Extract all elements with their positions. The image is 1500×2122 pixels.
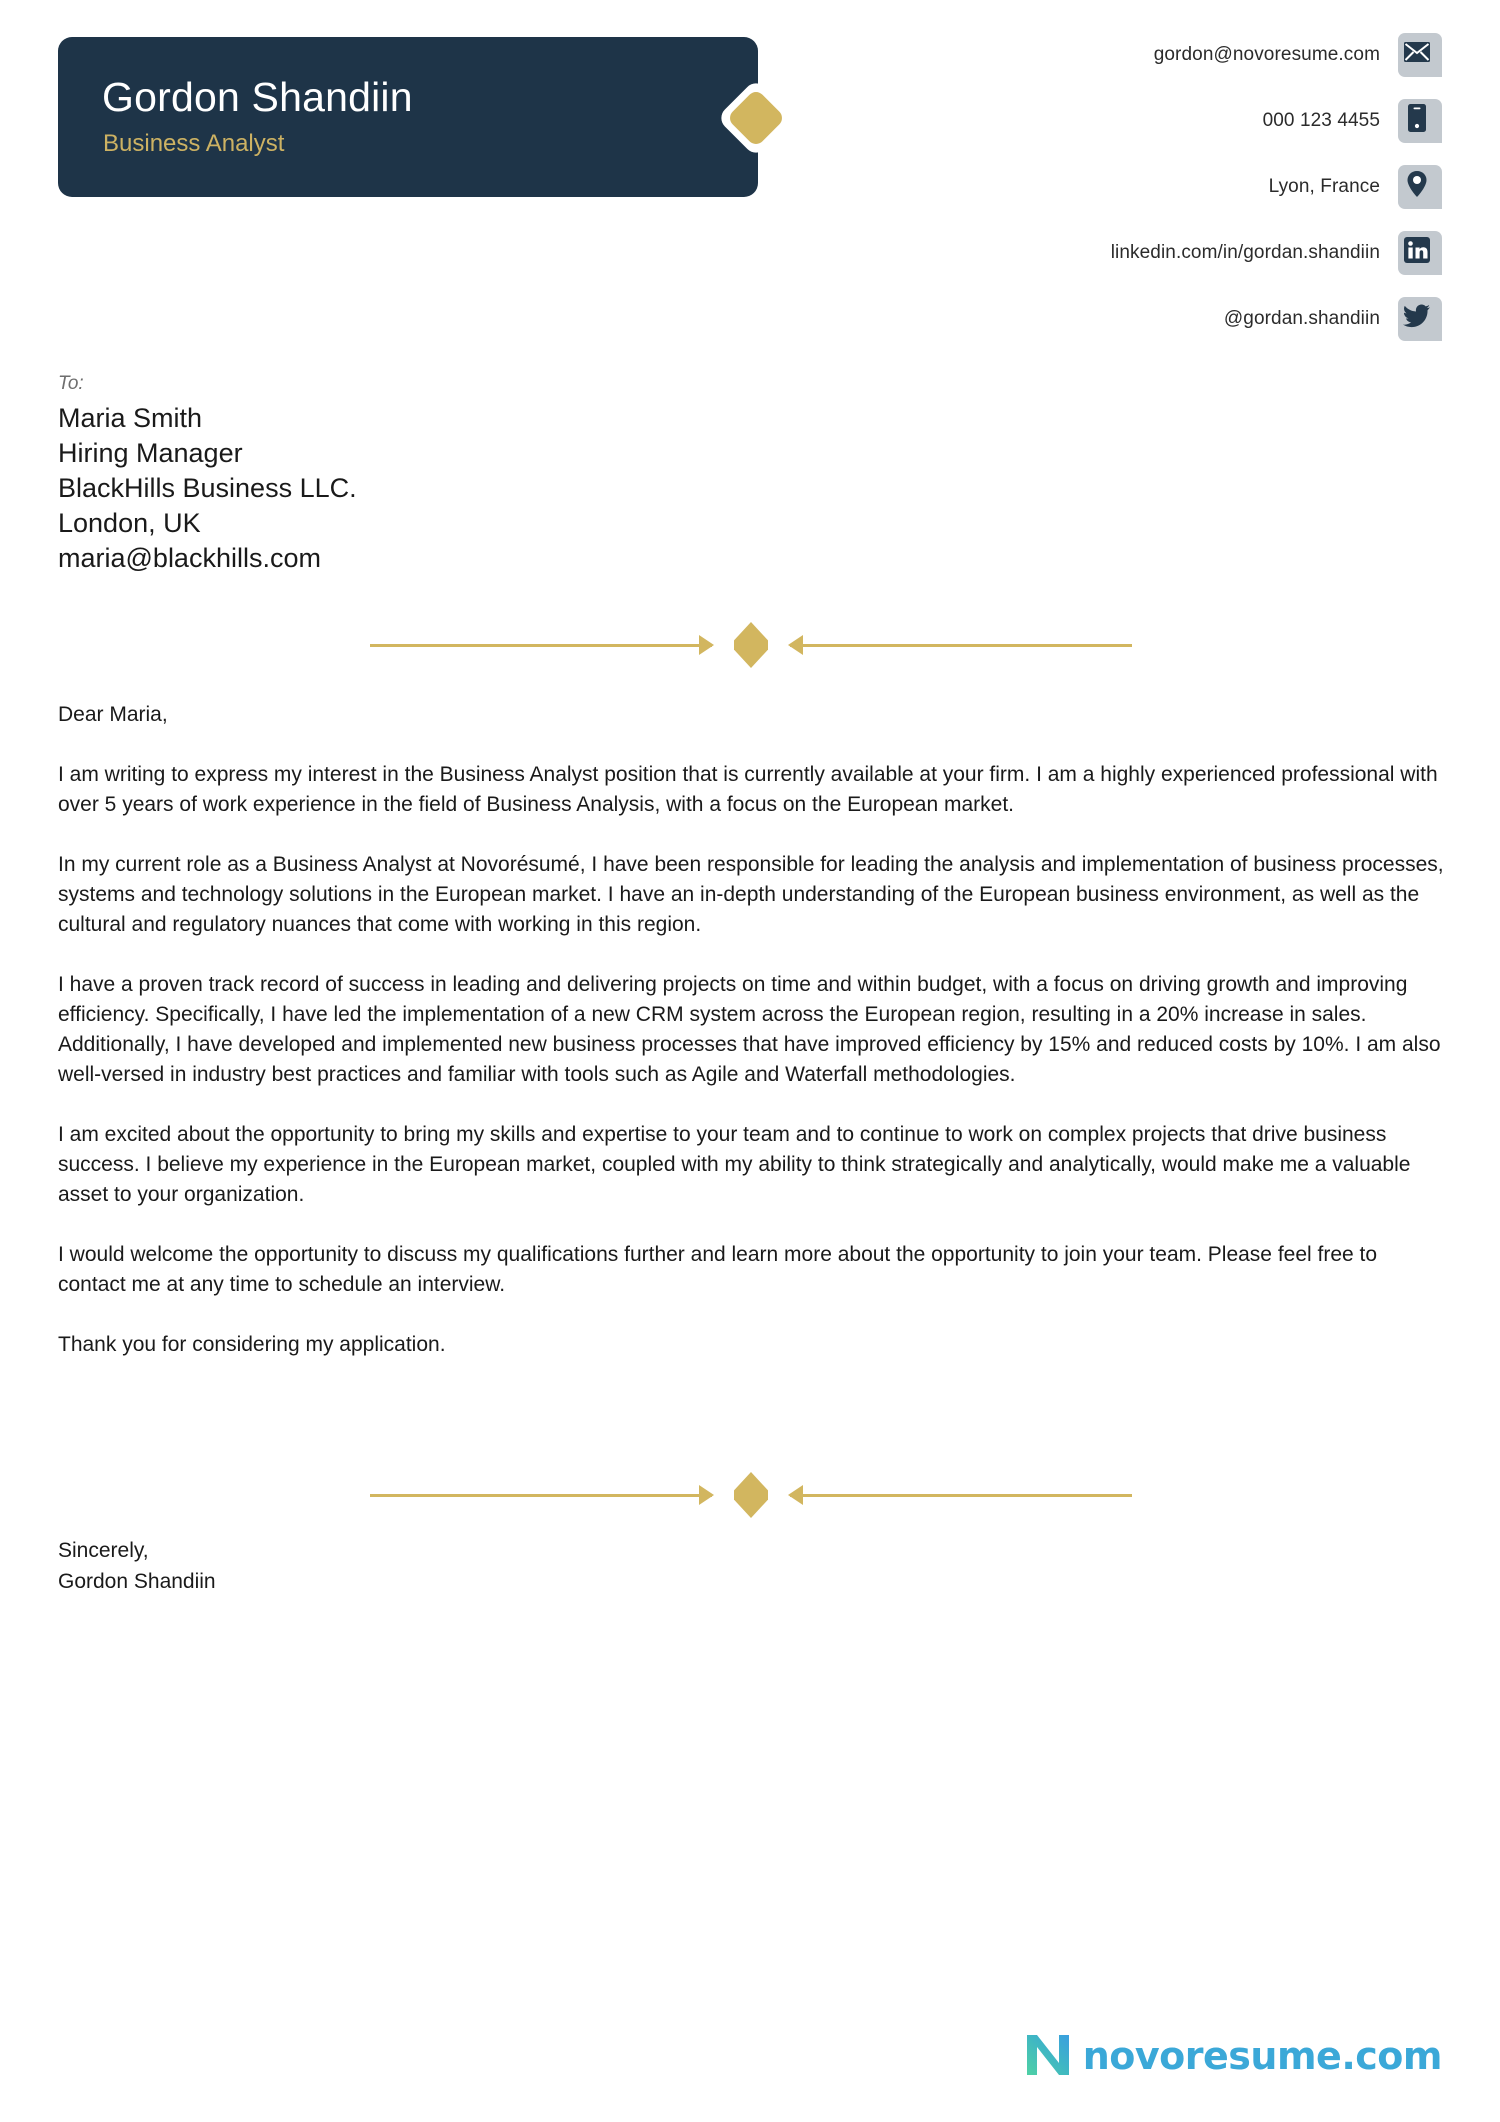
novoresume-n-logo-icon [1023, 2029, 1073, 2082]
novoresume-logo[interactable] [1023, 2029, 1442, 2082]
twitter-icon [1398, 297, 1442, 341]
paragraph-4: I am excited about the opportunity to bring my skills and expertise to your team and to continue to work on complex projects that drive business success. I believe my experience in the European market, coupled with my ability to think strategically and analytically, would make me a valuable asset to your organization. [58, 1123, 1411, 1206]
paragraph-3: I have a proven track record of success in leading and delivering projects on time and within budget, with a focus on driving growth and improving efficiency. Specifically, I have led the implementation of a new CRM system across the European region, resulting in a 20% increase in sales. Additionally, I have developed and implemented new business processes that have improved efficiency by 15% and reduced costs by 10%. I am also well-versed in industry best practices and familiar with tools such as Agile and Waterfall methodologies. [58, 973, 1441, 1086]
phone-icon [1398, 99, 1442, 143]
recipient-block [58, 373, 357, 576]
name-title-block [58, 37, 758, 197]
divider-rule-right [790, 1494, 1132, 1497]
contact-list [1022, 22, 1442, 352]
document-header [0, 0, 1500, 340]
contact-row-location[interactable] [1022, 154, 1442, 220]
recipient-email: maria@blackhills.com [58, 543, 321, 573]
email-icon [1398, 33, 1442, 77]
page-title: Gordon Shandiin [102, 74, 413, 120]
contact-row-email[interactable] [1022, 22, 1442, 88]
recipient-role: Hiring Manager [58, 438, 243, 468]
icon-glyph [1398, 231, 1436, 269]
icon-glyph [1398, 33, 1436, 71]
recipient-location: London, UK [58, 508, 201, 538]
paragraph-6: Thank you for considering my application. [58, 1333, 446, 1356]
contact-value-location: Lyon, France [1268, 176, 1380, 197]
signature-block [58, 1535, 216, 1597]
contact-row-phone[interactable] [1022, 88, 1442, 154]
contact-value-phone: 000 123 4455 [1262, 110, 1380, 131]
divider-rule-left [370, 1494, 712, 1497]
contact-value-linkedin: linkedin.com/in/gordan.shandiin [1110, 242, 1380, 263]
signature-name: Gordon Shandiin [58, 1570, 216, 1593]
paragraph-2: In my current role as a Business Analyst at Novorésumé, I have been responsible for leading the analysis and implementation of business processes, systems and technology solutions in the European market. I have an in-depth understanding of the European business environment, as well as the cultural and regulatory nuances that come with working in this region. [58, 853, 1444, 936]
linkedin-icon [1398, 231, 1442, 275]
divider-diamond-icon [734, 1472, 768, 1518]
signature-closing: Sincerely, [58, 1539, 149, 1562]
divider-top [370, 625, 1132, 665]
divider-rule-left [370, 644, 712, 647]
paragraph-5: I would welcome the opportunity to discuss my qualifications further and learn more about the opportunity to join your team. Please feel free to contact me at any time to schedule an interview. [58, 1243, 1378, 1296]
contact-row-linkedin[interactable] [1022, 220, 1442, 286]
divider-diamond-icon [734, 622, 768, 668]
salutation: Dear Maria, [58, 703, 168, 726]
contact-value-email: gordon@novoresume.com [1153, 44, 1380, 65]
icon-glyph [1398, 99, 1436, 137]
icon-glyph [1398, 165, 1436, 203]
letter-body [58, 700, 1448, 1360]
contact-row-twitter[interactable] [1022, 286, 1442, 352]
recipient-name: Maria Smith [58, 403, 203, 433]
recipient-company: BlackHills Business LLC. [58, 473, 357, 503]
to-label: To: [58, 373, 84, 394]
divider-rule-right [790, 644, 1132, 647]
divider-bottom [370, 1475, 1132, 1515]
paragraph-1: I am writing to express my interest in the Business Analyst position that is currently available at your firm. I am a highly experienced professional with over 5 years of work experience in the field of Business Analysis, with a focus on the European market. [58, 763, 1438, 816]
location-icon [1398, 165, 1442, 209]
job-title: Business Analyst [103, 130, 285, 157]
novoresume-logo-text: novoresume.com [1082, 2033, 1442, 2078]
contact-value-twitter: @gordan.shandiin [1223, 308, 1380, 329]
diamond-accent-icon [725, 87, 787, 149]
icon-glyph [1398, 297, 1436, 335]
